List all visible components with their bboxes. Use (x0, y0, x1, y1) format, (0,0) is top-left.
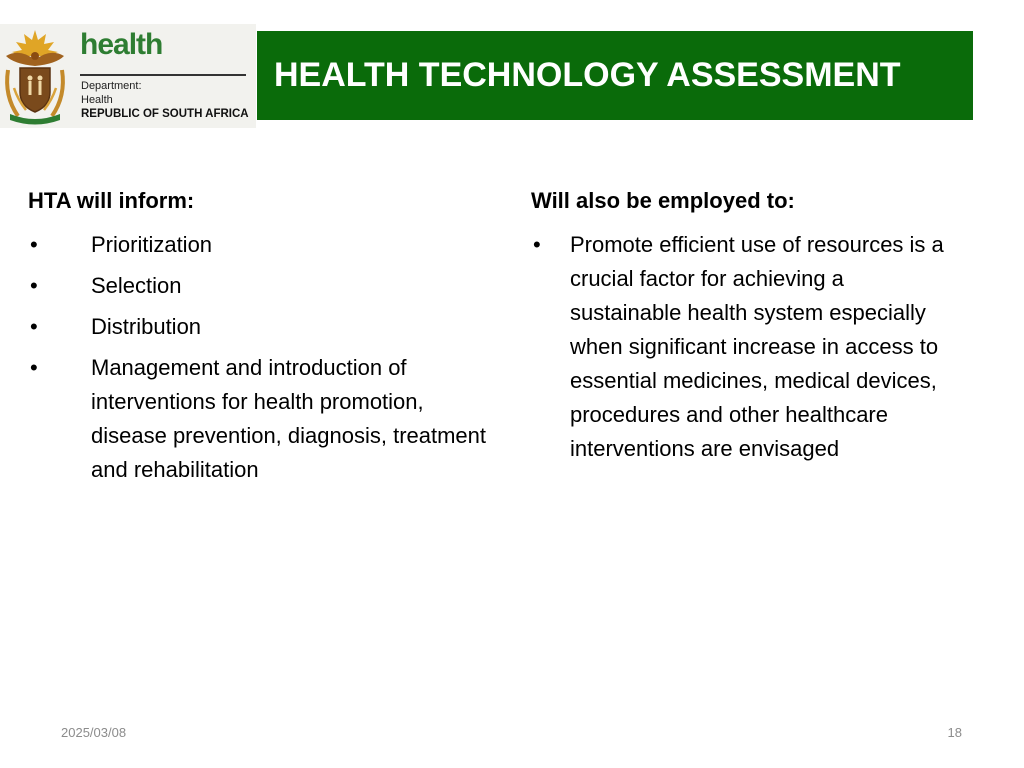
slide-title: HEALTH TECHNOLOGY ASSESSMENT (274, 56, 901, 94)
department-logo (0, 24, 256, 128)
right-bullet-list (531, 228, 951, 473)
logo-wordmark: health (80, 28, 163, 61)
right-column-heading: Will also be employed to: (531, 188, 795, 213)
left-bullet-list (28, 228, 498, 494)
bullet-icon: • (533, 232, 541, 257)
bullet-icon: • (30, 314, 38, 339)
bullet-icon: • (30, 355, 38, 380)
list-item-text: Distribution (91, 314, 202, 339)
footer-date: 2025/03/08 (61, 725, 127, 740)
list-item-text: Selection (91, 273, 182, 298)
list-item (28, 269, 498, 303)
logo-line-department: Department: (81, 80, 142, 92)
list-item (28, 228, 498, 262)
logo-line-country: REPUBLIC OF SOUTH AFRICA (81, 108, 249, 120)
bullet-icon: • (30, 273, 38, 298)
logo-divider (80, 74, 246, 76)
list-item-text: Management and introduction of interventions for health promotion, disease prevention, diagnosis, treatment and rehabilitation (91, 355, 487, 482)
left-column-heading: HTA will inform: (28, 188, 195, 213)
list-item (28, 310, 498, 344)
list-item-text: Promote efficient use of resources is a crucial factor for achieving a sustainable health system especially when significant increase in access to essential medicines, medical devices, procedures and other healthcare interventions are envisaged (570, 232, 944, 461)
logo-line-health: Health (81, 94, 113, 106)
list-item (531, 228, 951, 466)
bullet-icon: • (30, 232, 38, 257)
coat-of-arms-icon (0, 26, 70, 126)
list-item (28, 351, 498, 487)
list-item-text: Prioritization (91, 232, 213, 257)
page-number: 18 (947, 725, 962, 740)
title-bar (257, 31, 973, 120)
